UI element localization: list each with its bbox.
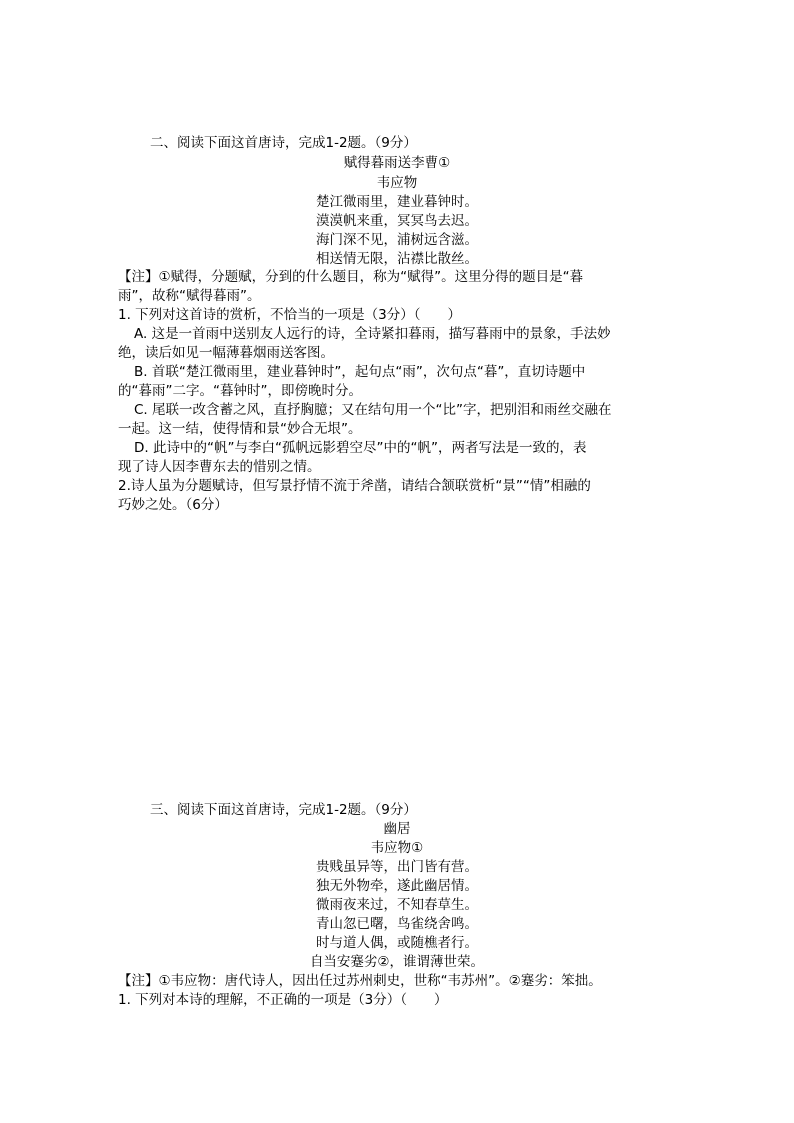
section2-heading: 二、阅读下面这首唐诗，完成1-2题。（9分）	[150, 135, 417, 151]
section2-option-c-line-1: C. 尾联一改含蓄之风，直抒胸臆；又在结句用一个“比”字，把别泪和雨丝交融在	[134, 402, 612, 418]
section2-option-c-line-2: 一起。这一结，使得情和景“妙合无垠”。	[118, 421, 362, 437]
section2-poem-title: 赋得暮雨送李曹①	[343, 155, 451, 171]
section2-option-d-line-1: D. 此诗中的“帆”与李白“孤帆远影碧空尽”中的“帆”，两者写法是一致的，表	[134, 440, 587, 456]
section2-note-line-1: 【注】①赋得，分题赋，分到的什么题目，称为“赋得”。这里分得的题目是“暮	[118, 269, 584, 285]
section2-poem-line-4: 相送情无限，沾襟比散丝。	[316, 251, 478, 267]
section3-poem-line-1: 贵贱虽异等，出门皆有营。	[316, 859, 478, 875]
section3-poem-line-4: 青山忽已曙，鸟雀绕舍鸣。	[316, 916, 478, 932]
section2-question-2-line-1: 2.诗人虽为分题赋诗，但写景抒情不流于斧凿，请结合颔联赏析“景”“情”相融的	[118, 478, 591, 494]
section3-poem-line-2: 独无外物牵，遂此幽居情。	[316, 878, 478, 894]
section3-poem-line-3: 微雨夜来过，不知春草生。	[316, 897, 478, 913]
section2-option-a-line-2: 绝，读后如见一幅薄暮烟雨送客图。	[118, 345, 334, 361]
section2-option-b-line-2: 的“暮雨”二字。“暮钟时”，即傍晚时分。	[118, 383, 362, 399]
section3-poem-author: 韦应物①	[370, 840, 424, 856]
section2-option-d-line-2: 现了诗人因李曹东去的惜别之情。	[118, 459, 321, 475]
section2-poem-line-3: 海门深不见，浦树远含滋。	[316, 232, 478, 248]
section2-poem-author: 韦应物	[376, 175, 418, 191]
section3-poem-line-5: 时与道人偶，或随樵者行。	[316, 935, 478, 951]
section3-question-1: 1. 下列对本诗的理解，不正确的一项是（3分）（ ）	[118, 992, 448, 1008]
section2-question-2-line-2: 巧妙之处。（6分）	[118, 497, 228, 513]
section3-poem-line-6: 自当安蹇劣②，谁谓薄世荣。	[309, 954, 485, 970]
section3-note: 【注】①韦应物：唐代诗人，因出任过苏州刺史，世称“韦苏州”。②蹇劣：笨拙。	[118, 973, 602, 989]
section2-poem-line-2: 漠漠帆来重，冥冥鸟去迟。	[316, 213, 478, 229]
section2-option-a-line-1: A. 这是一首雨中送别友人远行的诗，全诗紧扣暮雨，描写暮雨中的景象，手法妙	[134, 326, 611, 342]
section2-note-line-2: 雨”，故称“赋得暮雨”。	[118, 288, 261, 304]
section3-heading: 三、阅读下面这首唐诗，完成1-2题。（9分）	[150, 802, 417, 818]
section2-question-1: 1. 下列对这首诗的赏析，不恰当的一项是（3分）（ ）	[118, 307, 462, 323]
section3-poem-title: 幽居	[383, 821, 411, 837]
section2-option-b-line-1: B. 首联“楚江微雨里，建业暮钟时”，起句点“雨”，次句点“暮”，直切诗题中	[134, 364, 586, 380]
section2-poem-line-1: 楚江微雨里，建业暮钟时。	[316, 194, 478, 210]
